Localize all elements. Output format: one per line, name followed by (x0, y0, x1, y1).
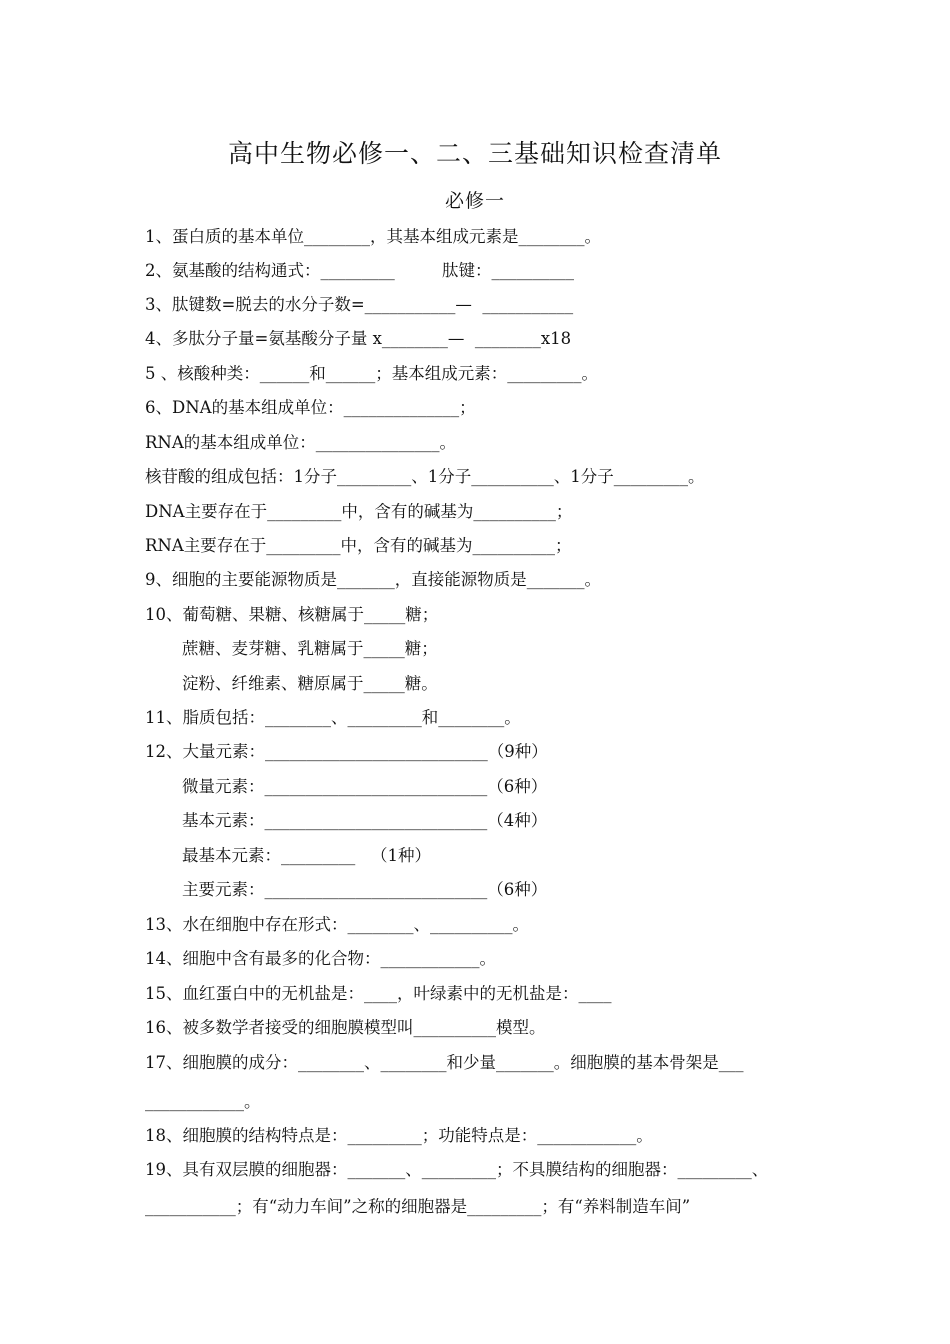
question-line: 微量元素：___________________________（6种） (182, 777, 548, 796)
question-line: 19、具有双层膜的细胞器：_______、_________；不具膜结构的细胞器：_________、 (145, 1160, 769, 1179)
question-line: 13、水在细胞中存在形式：________、__________。 (145, 915, 529, 934)
question-line: 18、细胞膜的结构特点是：_________；功能特点是：____________。 (145, 1126, 653, 1145)
question-line: 5 、核酸种类：______和______；基本组成元素：_________。 (145, 364, 598, 383)
question-line: DNA主要存在于_________中，含有的碱基为__________； (145, 502, 573, 521)
question-line: ___________；有“动力车间”之称的细胞器是_________；有“养料制造车间” (145, 1197, 691, 1216)
question-line: 10、葡萄糖、果糖、核糖属于_____糖； (145, 605, 439, 624)
question-line: 淀粉、纤维素、糖原属于_____糖。 (182, 674, 438, 693)
question-line: 4、多肽分子量=氨基酸分子量 x________— ________x18 (145, 329, 572, 348)
question-line: RNA的基本组成单位：_______________。 (145, 433, 457, 452)
question-line: 11、脂质包括：________、_________和________。 (145, 708, 521, 727)
question-line: 6、DNA的基本组成单位：______________； (145, 398, 476, 417)
question-line: 2、氨基酸的结构通式：_________ 肽键：__________ (145, 261, 574, 280)
question-line: 最基本元素：_________ （1种） (182, 846, 431, 865)
question-line: 17、细胞膜的成分：________、________和少量_______。细胞膜的基本骨架是___ (145, 1053, 744, 1072)
question-line: 主要元素：___________________________（6种） (182, 880, 548, 899)
question-line: 蔗糖、麦芽糖、乳糖属于_____糖； (182, 639, 438, 658)
question-line: ____________。 (145, 1092, 261, 1111)
question-line: 9、细胞的主要能源物质是_______，直接能源物质是_______。 (145, 570, 601, 589)
section-title: 必修一 (444, 190, 505, 212)
page-title: 高中生物必修一、二、三基础知识检查清单 (227, 139, 722, 168)
question-line: 16、被多数学者接受的细胞膜模型叫__________模型。 (145, 1018, 546, 1037)
question-line: 基本元素：___________________________（4种） (182, 811, 548, 830)
question-line: 1、蛋白质的基本单位________，其基本组成元素是________。 (145, 227, 601, 246)
question-line: RNA主要存在于_________中，含有的碱基为__________； (145, 536, 572, 555)
question-line: 14、细胞中含有最多的化合物：____________。 (145, 949, 496, 968)
question-line: 15、血红蛋白中的无机盐是：____，叶绿素中的无机盐是：____ (145, 984, 612, 1003)
question-line: 3、肽键数=脱去的水分子数=___________— ___________ (145, 295, 574, 314)
question-line: 12、大量元素：___________________________（9种） (145, 742, 548, 761)
question-line: 核苷酸的组成包括：1分子_________、1分子__________、1分子_________。 (145, 467, 705, 486)
